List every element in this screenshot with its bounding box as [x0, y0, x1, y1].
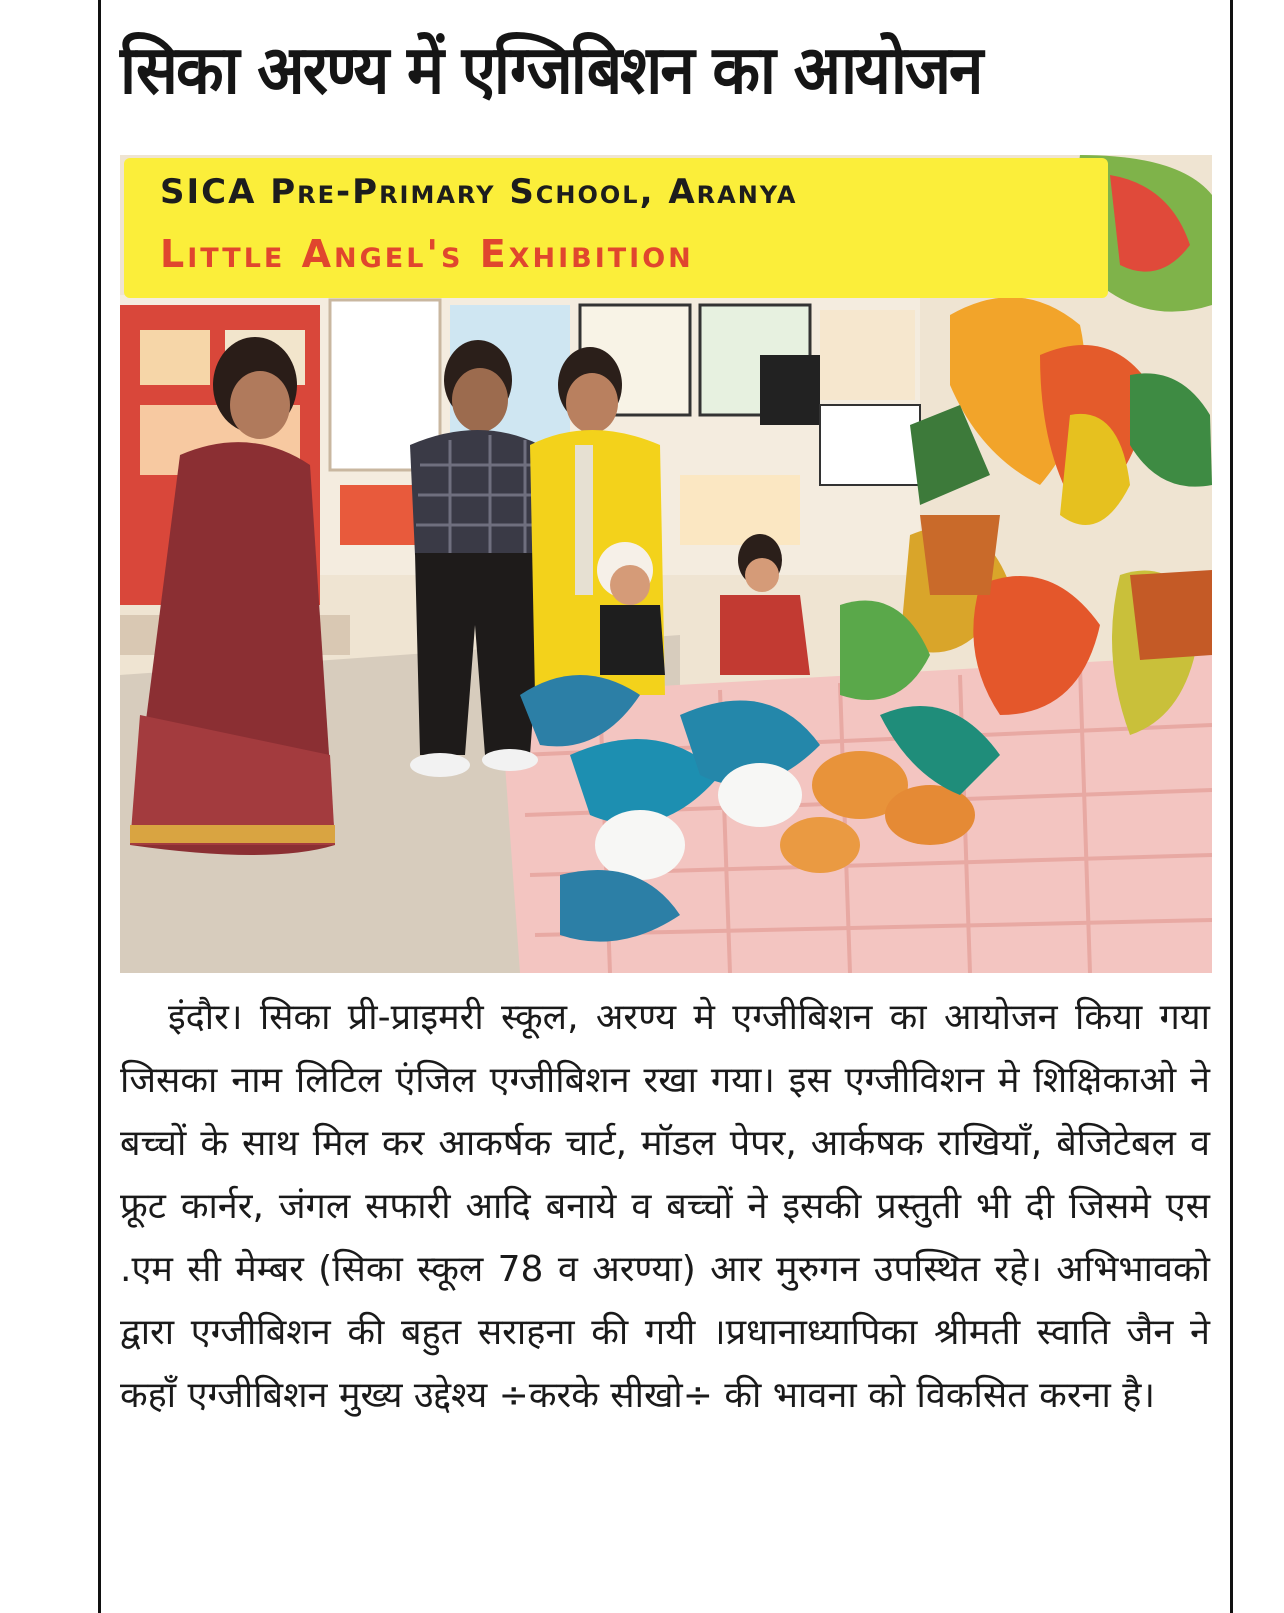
article-text: इंदौर। सिका प्री-प्राइमरी स्कूल, अरण्य मे एग्जीबिशन का आयोजन किया गया जिसका नाम लिटिल एंजिल एग्जीबिशन रखा गया। इस एग्जीविशन मे शिक्षिकाओ ने बच्चों के साथ मिल कर आकर्षक चार्ट, मॉडल पेपर, आर्कषक राखियाँ, बेजिटेबल व फ्रूट कार्नर, जंगल सफारी आदि बनाये व बच्चों ने इसकी प्रस्तुती भी दी जिसमे एस .एम सी मेम्बर (सिका स्कूल 78 व अरण्या) आर मुरुगन उपस्थित रहे। अभिभावको द्वारा एग्जीबिशन की बहुत सराहना की गयी ।प्रधानाध्यापिका श्रीमती स्वाति जैन ने कहाँ एग्जीबिशन मुख्य उद्देश्य ÷करके सीखो÷ की भावना को विकसित करना है। — [120, 997, 1210, 1416]
article-body — [120, 986, 1210, 1427]
article-headline: सिका अरण्य में एग्जिबिशन का आयोजन — [120, 30, 982, 109]
left-column-rule — [98, 0, 101, 1613]
banner-exhibition-title: Little Angel's Exhibition — [160, 232, 694, 276]
right-column-rule — [1230, 0, 1233, 1613]
banner-school-name: SICA Pre-Primary School, Aranya — [160, 172, 798, 212]
